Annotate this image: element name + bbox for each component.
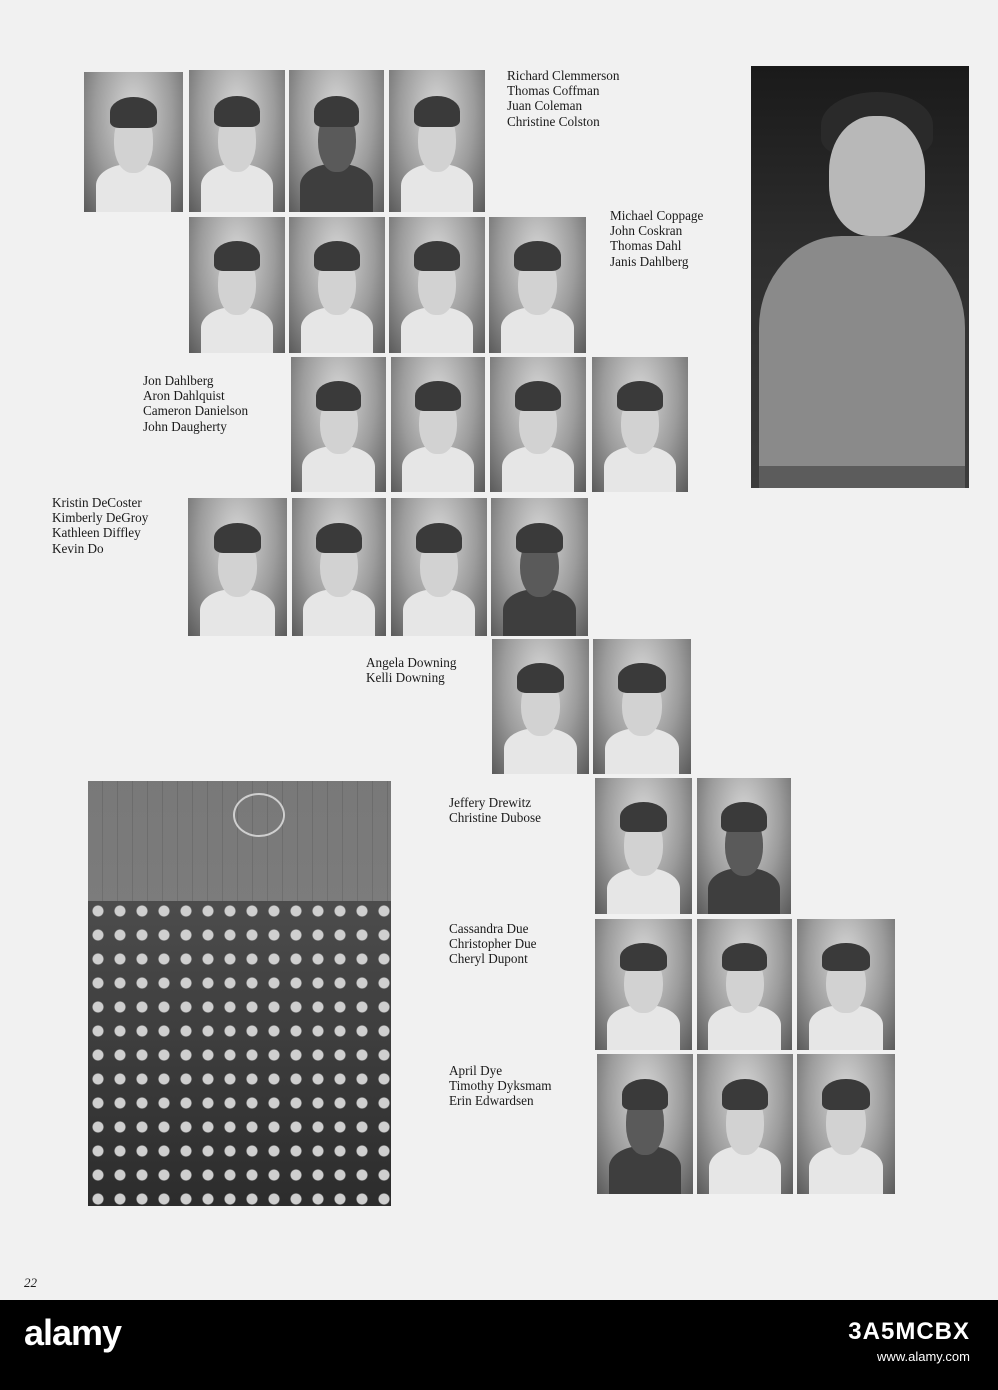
student-name: Jon Dahlberg	[143, 373, 214, 388]
student-name: Erin Edwardsen	[449, 1093, 534, 1109]
portrait-p21	[595, 919, 692, 1050]
student-name: Richard Clemmerson	[507, 68, 620, 83]
student-name: John Coskran	[610, 223, 683, 239]
student-name: Cheryl Dupont	[449, 951, 528, 967]
portrait-p1	[84, 72, 183, 212]
page-number: 22	[24, 1275, 37, 1290]
student-name: Kelli Downing	[366, 670, 445, 686]
student-name: Kimberly DeGroy	[52, 510, 149, 526]
portrait-p17	[492, 639, 589, 774]
stock-url: www.alamy.com	[877, 1349, 970, 1364]
student-name: Cameron Danielson	[143, 403, 249, 419]
student-name: Kevin Do	[52, 540, 104, 556]
portrait-p15	[391, 498, 487, 636]
portrait-p22	[697, 919, 792, 1050]
names-group-4	[52, 495, 148, 556]
student-name: Juan Coleman	[507, 98, 583, 114]
portrait-p18	[593, 639, 691, 774]
stock-image-id: 3A5MCBX	[848, 1318, 970, 1345]
student-name: Christine Colston	[507, 113, 600, 129]
student-name: Christine Dubose	[449, 810, 541, 826]
student-name: Angela Downing	[366, 655, 457, 670]
portrait-p23	[797, 919, 895, 1050]
names-group-1	[507, 68, 619, 129]
student-name: April Dye	[449, 1063, 503, 1078]
student-name: Thomas Coffman	[507, 83, 600, 99]
names-group-8	[449, 1063, 551, 1109]
portrait-p7	[389, 217, 485, 353]
student-name: Kathleen Diffley	[52, 525, 141, 541]
student-name: Janis Dahlberg	[610, 253, 689, 269]
student-name: Aron Dahlquist	[143, 388, 225, 404]
portrait-p12	[592, 357, 688, 492]
student-name: Thomas Dahl	[610, 238, 682, 254]
student-name: Jeffery Drewitz	[449, 795, 532, 810]
portrait-p14	[292, 498, 386, 636]
student-name: Cassandra Due	[449, 921, 529, 936]
names-group-3	[143, 373, 248, 434]
student-name: Timothy Dyksmam	[449, 1078, 552, 1094]
portrait-p26	[797, 1054, 895, 1194]
portrait-p3	[289, 70, 384, 212]
student-name: Michael Coppage	[610, 208, 704, 223]
student-name: Christopher Due	[449, 936, 537, 952]
portrait-p16	[491, 498, 588, 636]
portrait-p10	[391, 357, 485, 492]
portrait-p6	[289, 217, 385, 353]
names-group-7	[449, 921, 537, 967]
portrait-p4	[389, 70, 485, 212]
names-group-6	[449, 795, 541, 825]
portrait-p2	[189, 70, 285, 212]
portrait-p19	[595, 778, 692, 914]
candid-photo-gym-crowd	[88, 781, 391, 1206]
portrait-p20	[697, 778, 791, 914]
portrait-p24	[597, 1054, 693, 1194]
student-name: Kristin DeCoster	[52, 495, 142, 510]
stock-logo: alamy	[24, 1312, 122, 1353]
portrait-p11	[490, 357, 586, 492]
stock-info	[848, 1318, 970, 1364]
portrait-p25	[697, 1054, 793, 1194]
portrait-p8	[489, 217, 586, 353]
candid-photo-student	[751, 66, 969, 488]
names-group-5	[366, 655, 456, 685]
student-name: John Daugherty	[143, 418, 227, 434]
portrait-p13	[188, 498, 287, 636]
portrait-p5	[189, 217, 285, 353]
names-group-2	[610, 208, 703, 269]
portrait-p9	[291, 357, 386, 492]
